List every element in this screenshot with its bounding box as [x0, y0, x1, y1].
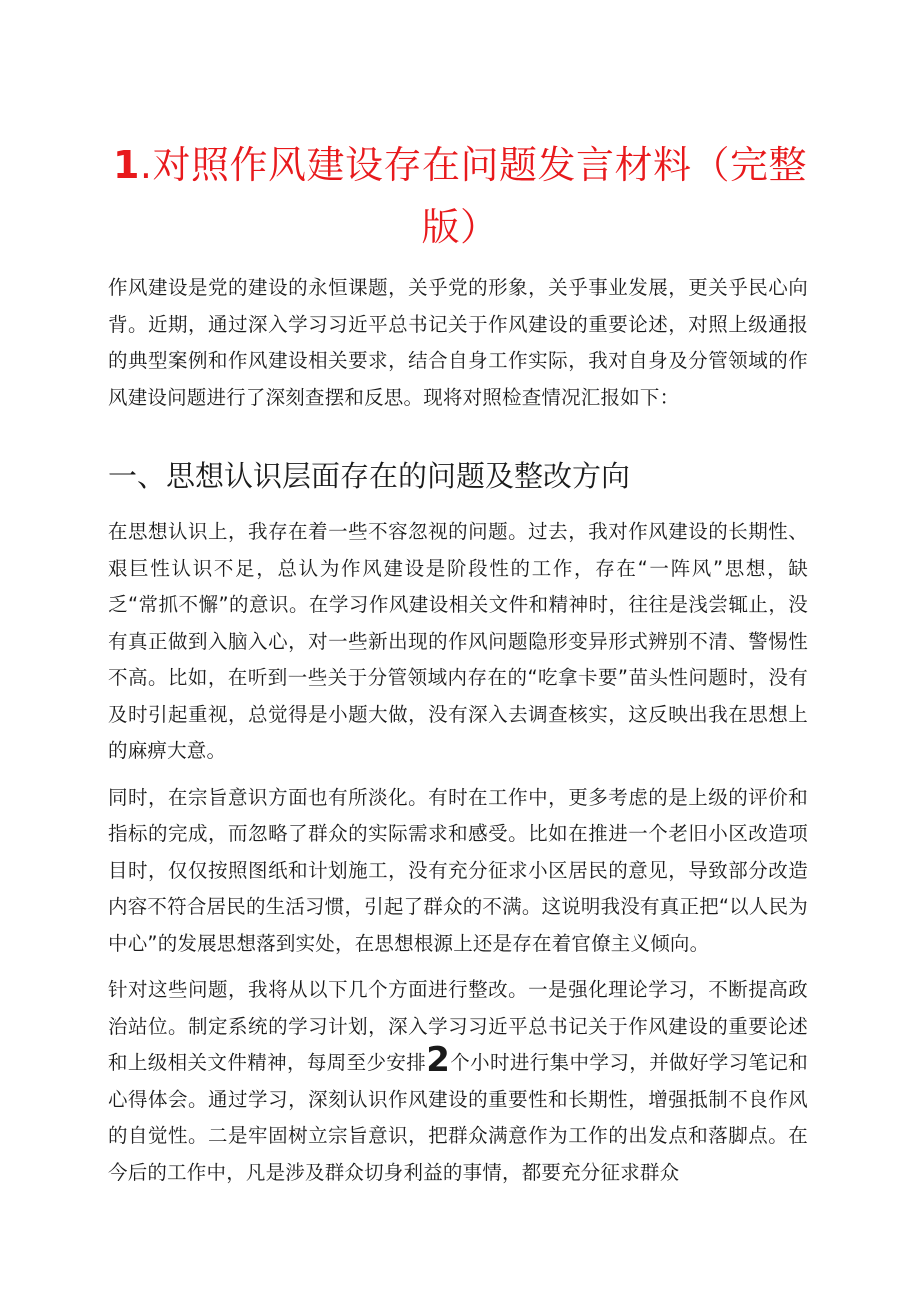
- paragraph-3-text-b: 个小时进行集中学习，并做好学习笔记和心得体会。通过学习，深刻认识作风建设的重要性和长期性，增强抵制不良作风的自觉性。二是牢固树立宗旨意识，把群众满意作为工作的出发点和落脚点。在今后的工作中，凡是涉及群众切身利益的事情，都要充分征求群众: [108, 1051, 808, 1184]
- title-number: 1: [112, 143, 140, 187]
- body-paragraph-2: 同时，在宗旨意识方面也有所淡化。有时在工作中，更多考虑的是上级的评价和指标的完成，而忽略了群众的实际需求和感受。比如在推进一个老旧小区改造项目时，仅仅按照图纸和计划施工，没有充分征求小区居民的意见，导致部分改造内容不符合居民的生活习惯，引起了群众的不满。这说明我没有真正把“以人民为中心”的发展思想落到实处，在思想根源上还是存在着官僚主义倾向。: [108, 785, 808, 955]
- section-heading: 一、思想认识层面存在的问题及整改方向: [108, 459, 631, 493]
- document-title: [100, 134, 820, 258]
- body-paragraph-1: 在思想认识上，我存在着一些不容忽视的问题。过去，我对作风建设的长期性、艰巨性认识不足，总认为作风建设是阶段性的工作，存在“一阵风”思想，缺乏“常抓不懈”的意识。在学习作风建设相关文件和精神时，往往是浅尝辄止，没有真正做到入脑入心，对一些新出现的作风问题隐形变异形式辨别不清、警惕性不高。比如，在听到一些关于分管领域内存在的“吃拿卡要”苗头性问题时，没有及时引起重视，总觉得是小题大做，没有深入去调查核实，这反映出我在思想上的麻痹大意。: [108, 520, 808, 762]
- title-text: .对照作风建设存在问题发言材料（完整版）: [139, 143, 808, 249]
- document-body: [108, 270, 808, 1191]
- intro-paragraph: 作风建设是党的建设的永恒课题，关乎党的形象，关乎事业发展，更关乎民心向背。近期，通过深入学习习近平总书记关于作风建设的重要论述，对照上级通报的典型案例和作风建设相关要求，结合自身工作实际，我对自身及分管领域的作风建设问题进行了深刻查摆和反思。现将对照检查情况汇报如下：: [108, 276, 808, 409]
- paragraph-3-text-a: 针对这些问题，我将从以下几个方面进行整改。一是强化理论学习，不断提高政治站位。制定系统的学习计划，深入学习习近平总书记关于作风建设的重要论述和上级相关文件精神，每周至少安排: [108, 978, 808, 1074]
- hours-number: 2: [426, 1040, 451, 1080]
- body-paragraph-3: [108, 972, 808, 1191]
